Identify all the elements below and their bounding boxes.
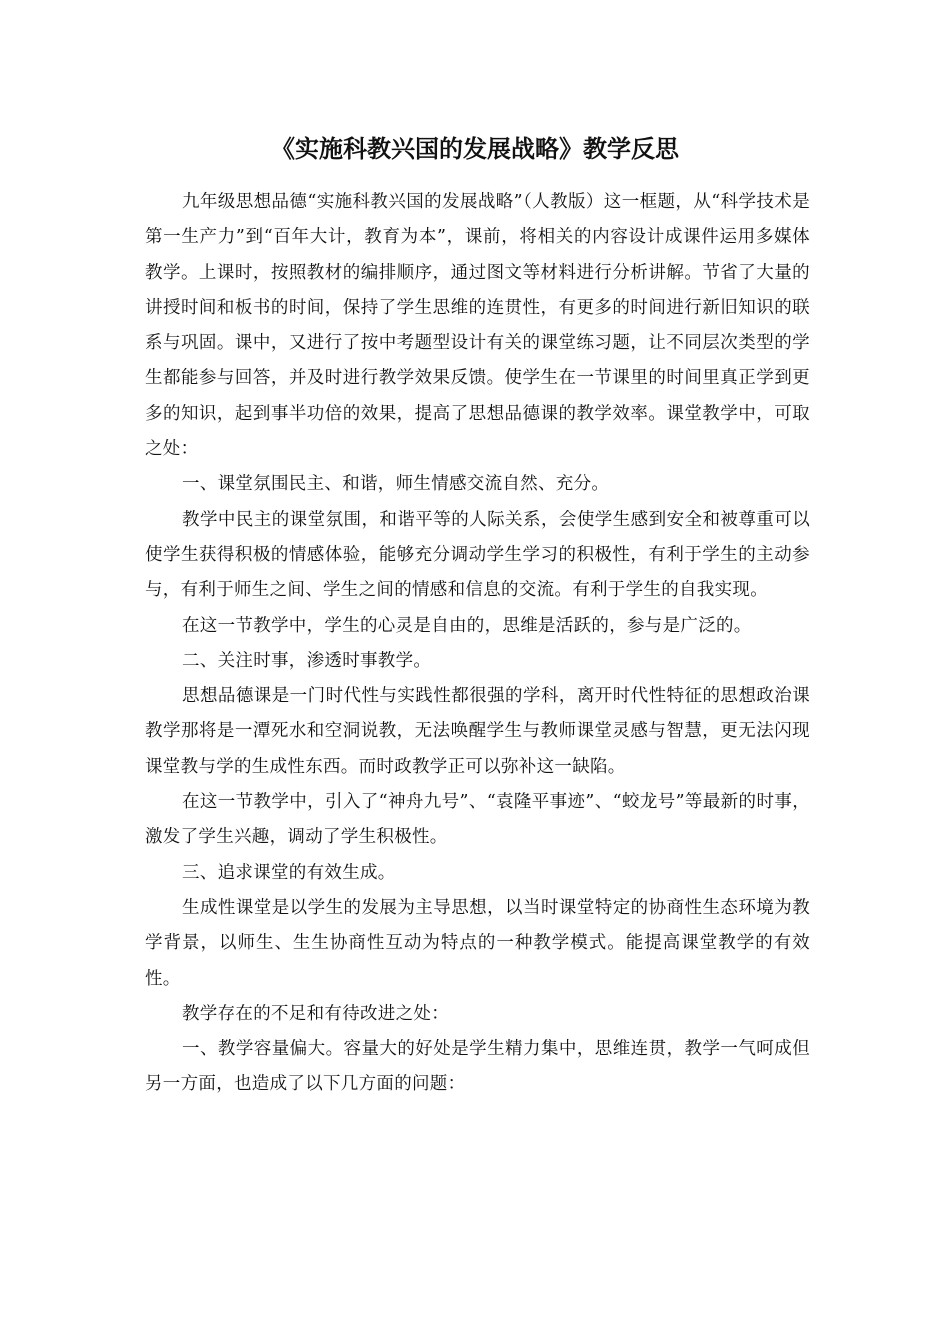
- paragraph-examples: 在这一节教学中，引入了“神舟九号”、“袁隆平事迹”、“蛟龙号”等最新的时事，激发了学生兴趣，调动了学生积极性。: [145, 792, 810, 848]
- paragraph-generative-classroom: 生成性课堂是以学生的发展为主导思想，以当时课堂特定的协商性生态环境为教学背景，以师生、生生协商性互动为特点的一种教学模式。能提高课堂教学的有效性。: [145, 897, 810, 989]
- paragraph-intro: 九年级思想品德“实施科教兴国的发展战略”（人教版）这一框题，从“科学技术是第一生产力”到“百年大计，教育为本”，课前，将相关的内容设计成课件运用多媒体教学。上课时，按照教材的编排顺序，通过图文等材料进行分析讲解。节省了大量的讲授时间和板书的时间，保持了学生思维的连贯性，有更多的时间进行新旧知识的联系与巩固。课中，又进行了按中考题型设计有关的课堂练习题，让不同层次类型的学生都能参与回答，并及时进行教学效果反馈。使学生在一节课里的时间里真正学到更多的知识，起到事半功倍的效果，提高了思想品德课的教学效率。课堂教学中，可取之处：: [145, 192, 810, 460]
- paragraph-democratic-atmosphere: 教学中民主的课堂氛围，和谐平等的人际关系，会使学生感到安全和被尊重可以使学生获得积极的情感体验，能够充分调动学生学习的积极性，有利于学生的主动参与，有利于师生之间、学生之间的情感和信息的交流。有利于学生的自我实现。: [145, 509, 810, 601]
- heading-point-two: 二、关注时事，渗透时事教学。: [182, 650, 432, 671]
- document-title: 《实施科教兴国的发展战略》教学反思: [271, 135, 679, 163]
- heading-point-one: 一、课堂氛围民主、和谐，师生情感交流自然、充分。: [182, 474, 610, 495]
- paragraph-current-affairs: 思想品德课是一门时代性与实践性都很强的学科，离开时代性特征的思想政治课教学那将是一潭死水和空洞说教，无法唤醒学生与教师课堂灵感与智慧，更无法闪现课堂教与学的生成性东西。而时政教学正可以弥补这一缺陷。: [145, 686, 810, 777]
- heading-point-three: 三、追求课堂的有效生成。: [182, 862, 396, 883]
- paragraph-capacity: 一、教学容量偏大。容量大的好处是学生精力集中，思维连贯，教学一气呵成但另一方面，也造成了以下几方面的问题：: [145, 1039, 810, 1095]
- paragraph-free-minds: 在这一节教学中，学生的心灵是自由的，思维是活跃的，参与是广泛的。: [182, 615, 752, 636]
- document-body: [145, 185, 810, 1103]
- heading-shortcomings: 教学存在的不足和有待改进之处：: [182, 1003, 449, 1024]
